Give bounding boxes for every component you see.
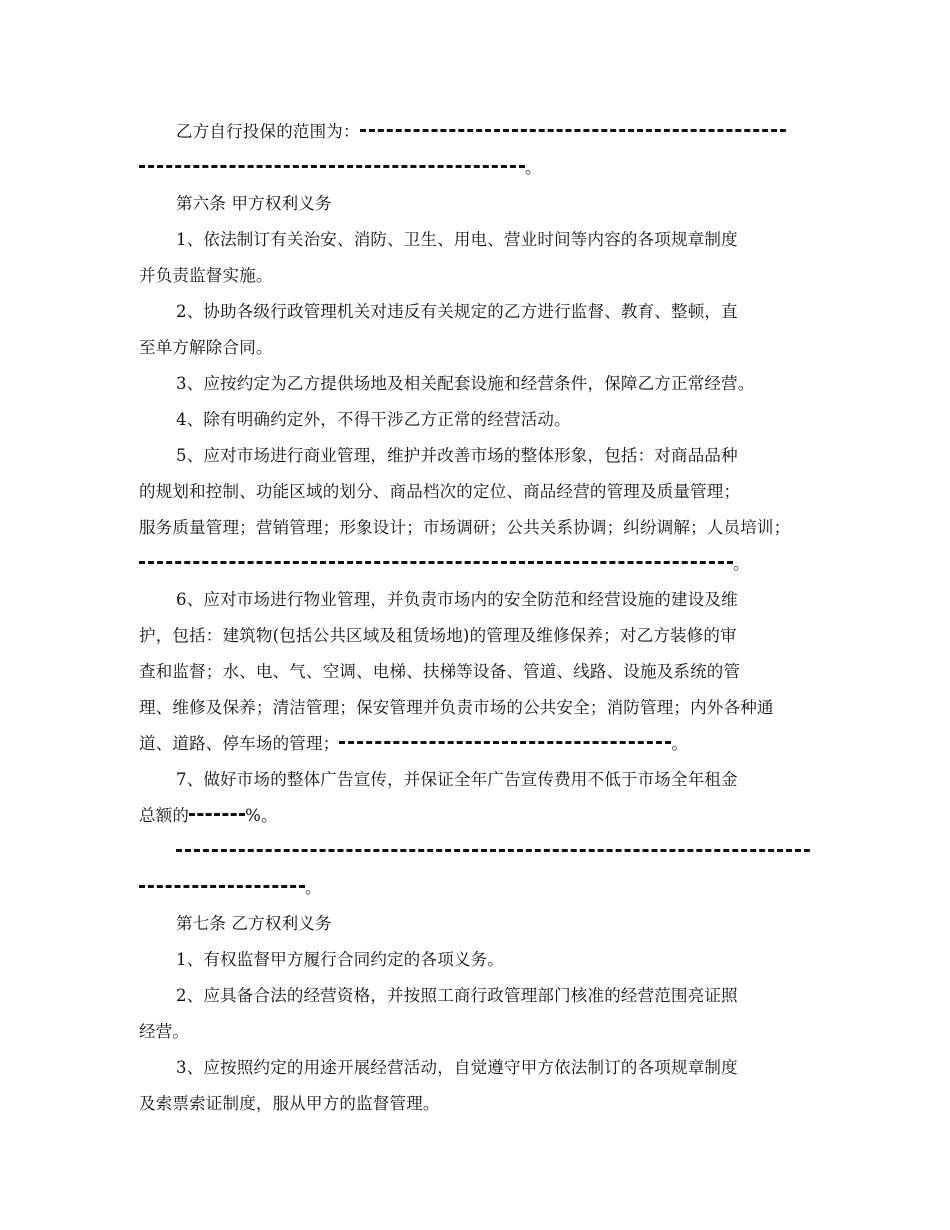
article-6-item-6-cont-2: 查和监督；水、电、气、空调、电梯、扶梯等设备、管道、线路、设施及系统的管 (139, 662, 741, 681)
insurance-scope-line (139, 114, 811, 150)
article-6-item-3: 3、应按约定为乙方提供场地及相关配套设施和经营条件，保障乙方正常经营。 (176, 374, 755, 393)
fill-in-blank (339, 740, 671, 744)
insurance-scope-line-2 (139, 150, 811, 186)
article-6-item-6-cont-3: 理、维修及保养；清洁管理；保安管理并负责市场的公共安全；消防管理；内外各种通 (139, 698, 774, 717)
article-7-title: 第七条 乙方权利义务 (176, 914, 332, 933)
fill-in-blank (176, 848, 810, 852)
blank-line-1 (139, 834, 811, 870)
end-punct: 。 (525, 158, 542, 177)
fill-in-blank (360, 128, 786, 132)
article-6-item-7-suffix: %。 (245, 806, 278, 825)
article-6-item-7-prefix: 总额的 (139, 806, 190, 825)
end-punct: 。 (305, 878, 322, 897)
end-punct: 。 (671, 734, 689, 753)
fill-in-blank (139, 560, 733, 564)
article-6-item-6-cont-1: 护，包括：建筑物(包括公共区域及租赁场地)的管理及维修保养；对乙方装修的审 (139, 626, 737, 645)
article-6-item-4: 4、除有明确约定外，不得干涉乙方正常的经营活动。 (176, 410, 571, 429)
fill-in-blank (139, 164, 525, 168)
article-7-item-3: 3、应按照约定的用途开展经营活动，自觉遵守甲方依法制订的各项规章制度 (176, 1058, 738, 1077)
insurance-scope-label: 乙方自行投保的范围为： (176, 122, 360, 141)
end-punct: 。 (733, 554, 750, 573)
article-6-item-6: 6、应对市场进行物业管理，并负责市场内的安全防范和经营设施的建设及维 (176, 590, 738, 609)
article-6-item-1-cont: 并负责监督实施。 (139, 266, 273, 285)
article-6-item-7: 7、做好市场的整体广告宣传，并保证全年广告宣传费用不低于市场全年租金 (176, 770, 738, 789)
article-7-item-1: 1、有权监督甲方履行合同约定的各项义务。 (176, 950, 504, 969)
article-7-item-2-cont: 经营。 (139, 1022, 190, 1041)
article-7-item-2: 2、应具备合法的经营资格，并按照工商行政管理部门核准的经营范围亮证照 (176, 986, 738, 1005)
article-6-item-6-tail: 道、道路、停车场的管理； (139, 734, 340, 753)
article-6-item-1: 1、依法制订有关治安、消防、卫生、用电、营业时间等内容的各项规章制度 (176, 230, 738, 249)
percent-blank (189, 812, 245, 816)
article-6-item-2: 2、协助各级行政管理机关对违反有关规定的乙方进行监督、教育、整顿，直 (176, 302, 738, 321)
fill-in-blank (139, 884, 305, 888)
article-6-item-2-cont: 至单方解除合同。 (139, 338, 273, 357)
article-6-item-5: 5、应对市场进行商业管理，维护并改善市场的整体形象，包括：对商品品种 (176, 446, 738, 465)
blank-line-2 (139, 870, 811, 906)
article-6-item-5-cont-2: 服务质量管理；营销管理；形象设计；市场调研；公共关系协调；纠纷调解；人员培训； (139, 518, 791, 537)
article-7-item-3-cont: 及索票索证制度，服从甲方的监督管理。 (139, 1094, 440, 1113)
article-6-item-6-cont-4 (139, 726, 811, 762)
article-6-item-5-cont-1: 的规划和控制、功能区域的划分、商品档次的定位、商品经营的管理及质量管理； (139, 482, 741, 501)
article-6-item-5-blank-line (139, 546, 811, 582)
contract-page (139, 114, 811, 1122)
article-6-item-7-cont (139, 798, 811, 834)
article-6-title: 第六条 甲方权利义务 (176, 194, 332, 213)
